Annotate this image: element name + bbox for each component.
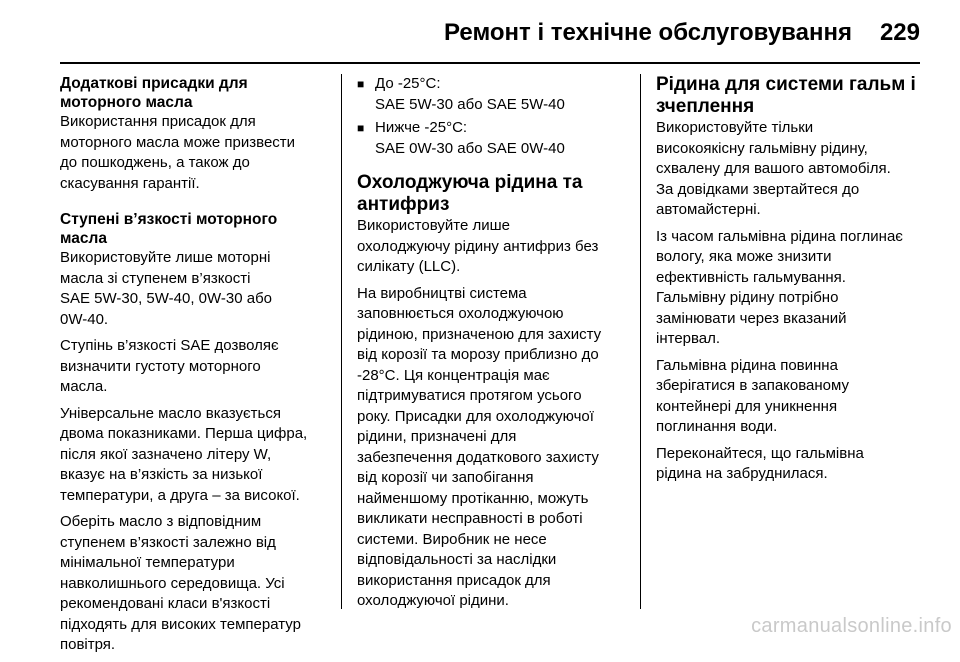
list-item-detail: SAE 5W-30 або SAE 5W-40 xyxy=(375,95,565,113)
watermark: carmanualsonline.info xyxy=(751,615,952,637)
section-heading-viscosity: Ступені в’язкості моторного масла xyxy=(60,211,278,247)
paragraph: Гальмівна рідина повинна зберігатися в запакованому контейнері для уникнення поглинання води. xyxy=(656,356,849,435)
bullet-icon: ■ xyxy=(357,121,365,135)
paragraph: Використовуйте лише охолоджуючу рідину антифриз без силікату (LLC). xyxy=(357,217,599,275)
paragraph: Ступінь в’язкості SAE дозволяє визначити густоту моторного масла. xyxy=(60,337,279,395)
paragraph: Із часом гальмівна рідина поглинає вологу, яка може знизити ефективність гальмування. Гальмівну рідину потрібно замінювати через вказаний інтервал. xyxy=(656,227,903,347)
paragraph: Використовуйте лише моторні масла зі ступенем в’язкості SAE 5W-30, 5W-40, 0W-30 або 0W-40. xyxy=(60,249,273,328)
list-item: ■ До -25°C: xyxy=(357,74,625,95)
column-2 xyxy=(357,74,625,618)
section-heading-coolant: Охолоджуюча рідина та антифриз xyxy=(357,172,583,215)
header-rule xyxy=(60,62,920,64)
paragraph: Універсальне масло вказується двома показниками. Перша цифра, після якої зазначено літеру W, вказує на в’язкість за низької температури, а друга – за високої. xyxy=(60,404,308,504)
paragraph: Переконайтеся, що гальмівна рідина на забруднилася. xyxy=(656,444,864,482)
column-1 xyxy=(60,74,328,662)
column-3 xyxy=(656,74,924,491)
paragraph: Використовуйте тільки високоякісну гальмівну рідину, схвалену для вашого автомобіля. За довідками звертайтеся до автомайстерні. xyxy=(656,119,891,218)
list-item: ■ Нижче -25°C: xyxy=(357,118,625,139)
column-divider-2 xyxy=(640,74,641,609)
section-heading-additives: Додаткові присадки для моторного масла xyxy=(60,75,248,111)
page-number: 229 xyxy=(879,19,920,46)
page-title: Ремонт і технічне обслуговування xyxy=(444,19,852,46)
page-header xyxy=(40,12,920,54)
column-divider-1 xyxy=(341,74,342,609)
bullet-icon: ■ xyxy=(357,77,365,91)
paragraph: Використання присадок для моторного масла може призвести до пошкоджень, а також до скасування гарантії. xyxy=(60,113,296,192)
paragraph: На виробництві система заповнюється охолоджуючою рідиною, призначеною для захисту від корозії та морозу приблизно до -28°C. Ця концентрація має підтримуватися протягом усього року. Присадки для охолоджуючої рідини, призначені для забезпечення додаткового захисту від корозії чи запобігання найменшому протіканню, можуть викликати несправності в роботі системи. Виробник не несе відповідальності за наслідки використання присадок для охолоджуючої рідини. xyxy=(357,284,602,609)
list-item-detail: SAE 0W-30 або SAE 0W-40 xyxy=(375,139,565,157)
paragraph: Оберіть масло з відповідним ступенем в’язкості залежно від мінімальної температури навколишнього середовища. Усі рекомендовані класи в'язкості підходять для високих температур повітря. xyxy=(60,513,301,653)
section-heading-brake-fluid: Рідина для системи гальм і зчеплення xyxy=(656,74,916,117)
